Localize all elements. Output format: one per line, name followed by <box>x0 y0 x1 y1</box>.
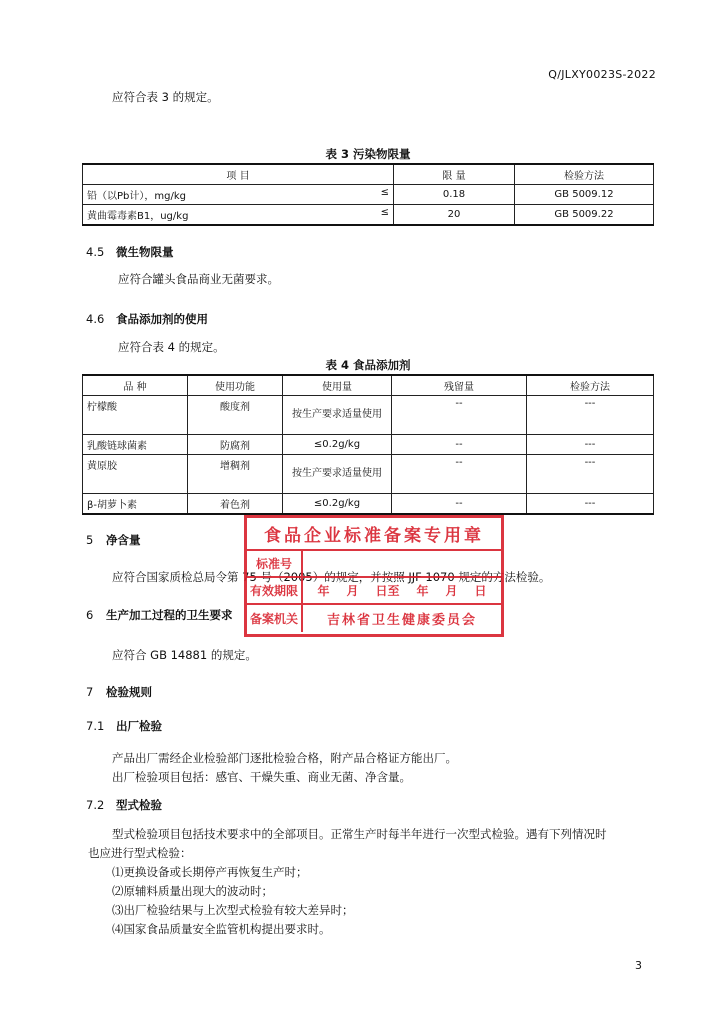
section-7-1-heading <box>86 718 162 734</box>
residue-cell: -- <box>392 494 527 515</box>
table4 <box>82 374 654 515</box>
table3 <box>82 163 654 226</box>
amount-cell: ≤0.2g/kg <box>283 494 392 515</box>
limit-cell: 0.18 <box>394 185 515 205</box>
stamp-label: 备案机关 <box>247 605 303 632</box>
section-4-5-text: 应符合罐头食品商业无菌要求。 <box>118 272 279 286</box>
section-7-heading <box>86 684 152 700</box>
func-cell: 防腐剂 <box>188 435 283 455</box>
stamp-row-period <box>247 578 501 605</box>
section-4-5-heading <box>86 244 174 260</box>
symbol: ≤ <box>380 207 389 218</box>
page-number: 3 <box>635 959 642 972</box>
amount-cell: 按生产要求适量使用 <box>283 396 392 435</box>
header-cell: 限 量 <box>394 164 515 185</box>
section-number: 7 <box>86 685 94 699</box>
item-cell <box>83 205 394 226</box>
amount-cell: 按生产要求适量使用 <box>283 455 392 494</box>
residue-cell: -- <box>392 435 527 455</box>
document-code: Q/JLXY0023S-2022 <box>548 68 656 81</box>
section-7-2-item: ⑴更换设备或长期停产再恢复生产时； <box>112 865 308 879</box>
method-cell: GB 5009.22 <box>515 205 654 226</box>
table-row <box>83 396 654 435</box>
stamp-dates <box>303 582 501 599</box>
section-number: 7.1 <box>86 719 105 733</box>
method-cell: --- <box>527 396 654 435</box>
section-7-1-line: 出厂检验项目包括：感官、干燥失重、商业无菌、净含量。 <box>112 770 411 784</box>
table-row <box>83 185 654 205</box>
section-6-heading <box>86 607 233 623</box>
section-7-2-line: 型式检验项目包括技术要求中的全部项目。正常生产时每半年进行一次型式检验。遇有下列情况时 <box>112 827 607 841</box>
section-title: 检验规则 <box>106 685 152 699</box>
section-title: 净含量 <box>106 533 141 547</box>
table-header-row <box>83 164 654 185</box>
section-title: 生产加工过程的卫生要求 <box>106 608 233 622</box>
limit-cell: 20 <box>394 205 515 226</box>
func-cell: 增稠剂 <box>188 455 283 494</box>
func-cell: 酸度剂 <box>188 396 283 435</box>
section-4-6-text: 应符合表 4 的规定。 <box>118 340 225 354</box>
filing-stamp <box>244 515 504 637</box>
name-cell: 柠檬酸 <box>83 396 188 435</box>
intro-line: 应符合表 3 的规定。 <box>112 90 219 104</box>
section-7-2-item: ⑵原辅料质量出现大的波动时； <box>112 884 273 898</box>
name-cell: 乳酸链球菌素 <box>83 435 188 455</box>
section-number: 4.6 <box>86 312 105 326</box>
symbol: ≤ <box>380 187 389 198</box>
section-7-2-item: ⑷国家食品质量安全监管机构提出要求时。 <box>112 922 331 936</box>
table-row <box>83 205 654 226</box>
item-text: 黄曲霉毒素B1，ug/kg <box>87 211 189 222</box>
residue-cell: -- <box>392 455 527 494</box>
stamp-label: 标准号 <box>247 551 303 576</box>
section-5-heading <box>86 532 141 548</box>
section-title: 型式检验 <box>116 798 162 812</box>
header-cell: 检验方法 <box>527 375 654 396</box>
stamp-label: 有效期限 <box>247 578 303 603</box>
stamp-row-org <box>247 605 501 632</box>
name-cell: 黄原胶 <box>83 455 188 494</box>
date-part: 日 <box>474 584 487 598</box>
header-cell: 使用功能 <box>188 375 283 396</box>
section-number: 5 <box>86 533 94 547</box>
stamp-value: 吉林省卫生健康委员会 <box>326 613 477 628</box>
section-number: 4.5 <box>86 245 105 259</box>
section-title: 食品添加剂的使用 <box>116 312 208 326</box>
table-row <box>83 494 654 515</box>
header-cell: 使用量 <box>283 375 392 396</box>
name-cell: β-胡萝卜素 <box>83 494 188 515</box>
section-7-2-line: 也应进行型式检验： <box>88 846 192 860</box>
section-title: 出厂检验 <box>116 719 162 733</box>
section-7-2-item: ⑶出厂检验结果与上次型式检验有较大差异时； <box>112 903 354 917</box>
header-cell: 残留量 <box>392 375 527 396</box>
stamp-title: 食品企业标准备案专用章 <box>247 518 501 551</box>
date-part: 年 <box>317 584 330 598</box>
stamp-row-standard <box>247 551 501 578</box>
table3-caption: 表 3 污染物限量 <box>325 147 411 161</box>
date-part: 月 <box>445 584 458 598</box>
date-part: 年 <box>416 584 429 598</box>
date-part: 月 <box>346 584 359 598</box>
section-5-text: 应符合国家质检总局令第 75 号（2005）的规定，并按照 JJF 1070 规定的方法检验。 <box>112 570 551 584</box>
header-cell: 项 目 <box>83 164 394 185</box>
date-part: 日至 <box>375 584 400 598</box>
residue-cell: -- <box>392 396 527 435</box>
section-number: 6 <box>86 608 94 622</box>
table4-caption: 表 4 食品添加剂 <box>325 358 411 372</box>
header-cell: 品 种 <box>83 375 188 396</box>
section-7-2-heading <box>86 797 162 813</box>
section-7-1-line: 产品出厂需经企业检验部门逐批检验合格，附产品合格证方能出厂。 <box>112 751 457 765</box>
method-cell: --- <box>527 455 654 494</box>
table-row <box>83 435 654 455</box>
method-cell: --- <box>527 435 654 455</box>
header-cell: 检验方法 <box>515 164 654 185</box>
section-6-text: 应符合 GB 14881 的规定。 <box>112 648 257 662</box>
section-title: 微生物限量 <box>116 245 174 259</box>
table-header-row <box>83 375 654 396</box>
section-number: 7.2 <box>86 798 105 812</box>
table-row <box>83 455 654 494</box>
item-text: 铅（以Pb计），mg/kg <box>87 191 186 202</box>
func-cell: 着色剂 <box>188 494 283 515</box>
amount-cell: ≤0.2g/kg <box>283 435 392 455</box>
item-cell <box>83 185 394 205</box>
method-cell: GB 5009.12 <box>515 185 654 205</box>
method-cell: --- <box>527 494 654 515</box>
section-4-6-heading <box>86 311 208 327</box>
